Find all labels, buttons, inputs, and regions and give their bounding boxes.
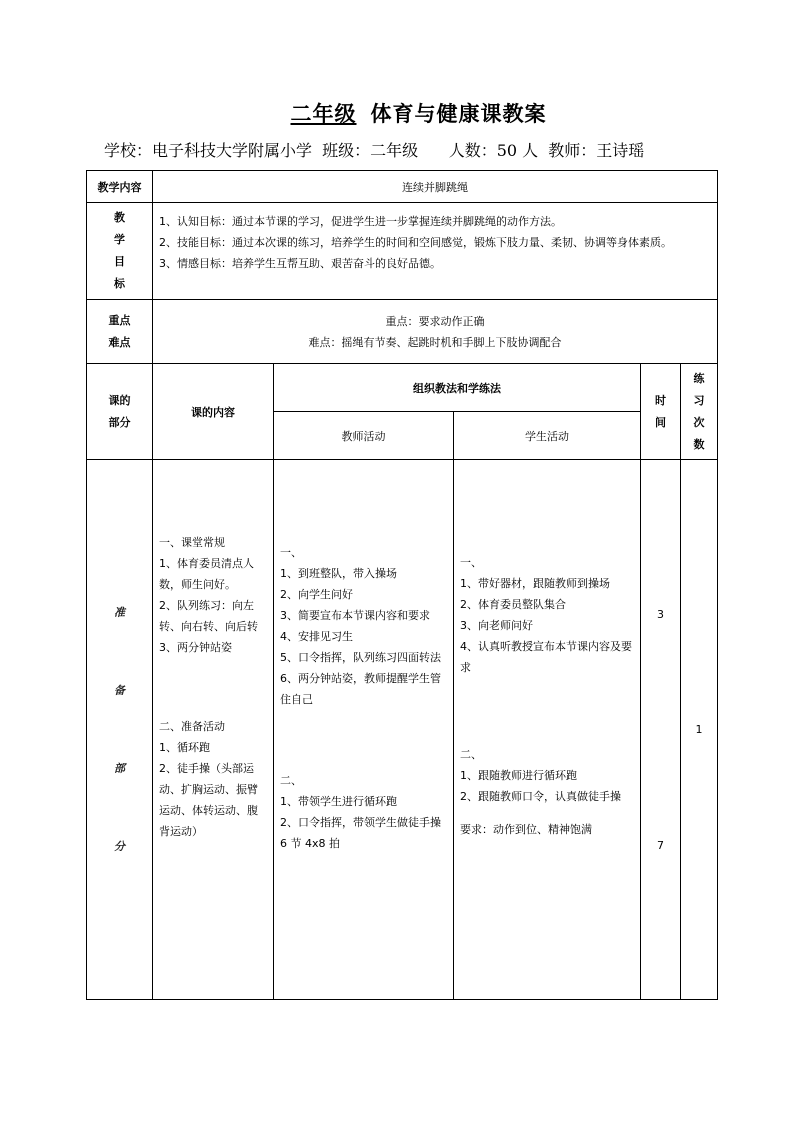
content-cell [153, 460, 274, 1000]
key-point: 重点：要求动作正确 [385, 314, 485, 328]
col-time-header: 时 间 [641, 364, 681, 460]
part-prep-label: 准 备 部 分 [87, 460, 153, 1000]
goals-label: 教 学 目 标 [87, 203, 153, 300]
teacher-cell [274, 460, 454, 1000]
col-student-header: 学生活动 [454, 412, 641, 460]
difficulty-point: 难点：摇绳有节奏、起跳时机和手脚上下肢协调配合 [308, 335, 562, 349]
content-block-warmup: 二、准备活动 1、循环跑 2、徒手操（头部运动、扩胸运动、振臂运动、体转运动、腹背运动） [159, 720, 258, 838]
goal-item: 3、情感目标：培养学生互帮互助、艰苦奋斗的良好品德。 [159, 257, 441, 270]
title-text: 体育与健康课教案 [370, 101, 547, 126]
goals-text [153, 203, 718, 300]
teacher-block-warmup: 二、 1、带领学生进行循环跑 2、口令指挥，带领学生做徒手操 6 节 4x8 拍 [280, 774, 441, 850]
time-cell [641, 460, 681, 1000]
col-teacher-header: 教师活动 [274, 412, 454, 460]
page-title [0, 98, 793, 128]
col-content-header: 课的内容 [153, 364, 274, 460]
time-value-1: 3 [657, 608, 664, 621]
col-method-header: 组织教法和学练法 [274, 364, 641, 412]
school-info-line: 学校：电子科技大学附属小学 班级：二年级 人数：50 人 教师：王诗瑶 [104, 141, 645, 160]
key-diff-text [153, 300, 718, 364]
col-part-header: 课的 部分 [87, 364, 153, 460]
goal-item: 2、技能目标：通过本次课的练习，培养学生的时间和空间感觉，锻炼下肢力量、柔韧、协调等身体素质。 [159, 236, 672, 249]
content-label: 教学内容 [87, 171, 153, 203]
student-block-warmup: 二、 1、跟随教师进行循环跑 2、跟随教师口令，认真做徒手操 要求：动作到位、精神饱满 [460, 748, 621, 836]
student-cell [454, 460, 641, 1000]
teacher-block-routine: 一、 1、到班整队，带入操场 2、向学生问好 3、简要宣布本节课内容和要求 4、安排见习生 5、口令指挥，队列练习四面转法 6、两分钟站姿，教师提醒学生管住自己 [280, 546, 441, 706]
col-count-header: 练 习 次 数 [681, 364, 718, 460]
content-value: 连续并脚跳绳 [153, 171, 718, 203]
key-diff-label: 重点 难点 [87, 300, 153, 364]
lesson-plan-table [86, 170, 718, 1000]
grade-label: 二年级 [290, 101, 357, 126]
goal-item: 1、认知目标：通过本节课的学习，促进学生进一步掌握连续并脚跳绳的动作方法。 [159, 215, 562, 228]
time-value-2: 7 [657, 839, 664, 852]
content-block-routine: 一、课堂常规 1、体育委员清点人数，师生问好。 2、队列练习：向左转、向右转、向后转 3、两分钟站姿 [159, 536, 258, 654]
student-block-routine: 一、 1、带好器材，跟随教师到操场 2、体育委员整队集合 3、向老师问好 4、认真听教授宣布本节课内容及要求 [460, 556, 632, 674]
count-cell: 1 [681, 460, 718, 1000]
